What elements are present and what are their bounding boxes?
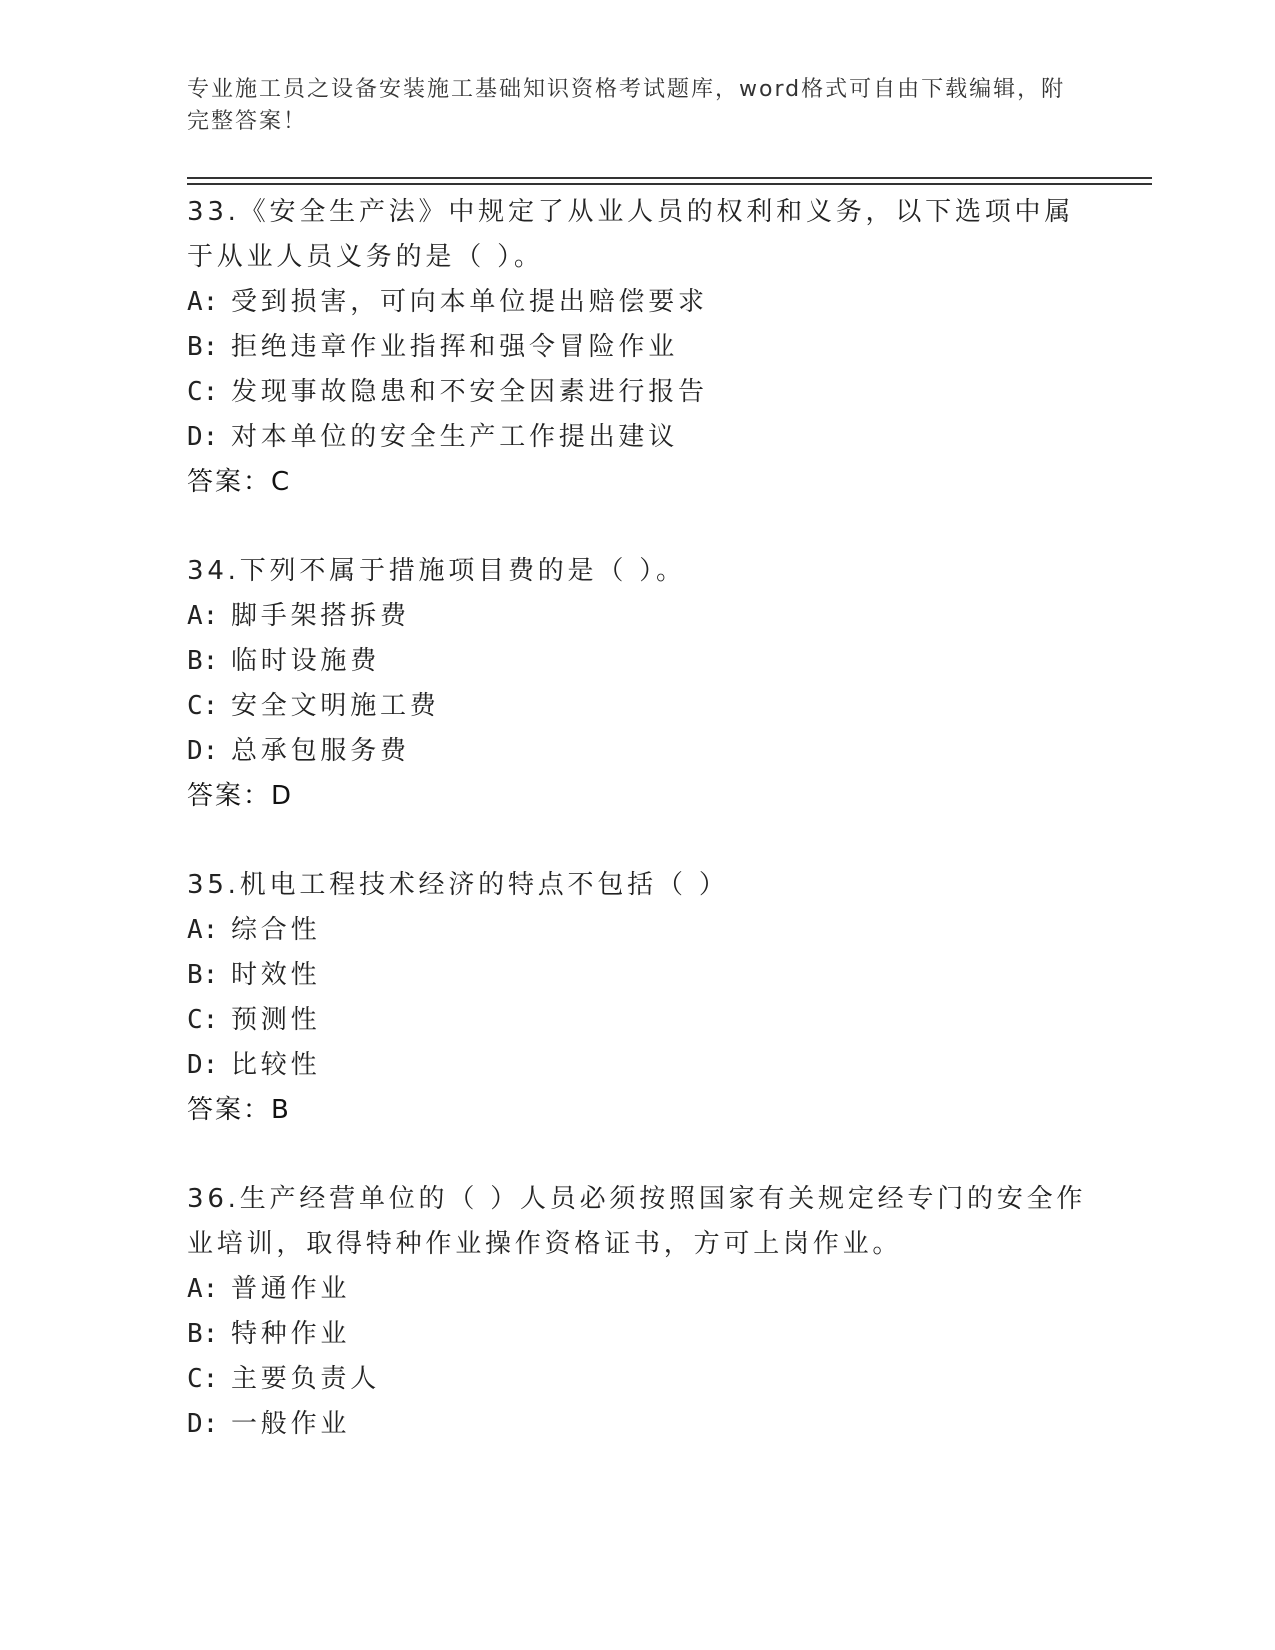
option-text: 受到损害，可向本单位提出赔偿要求 — [231, 287, 708, 317]
option-text: 主要负责人 — [231, 1364, 381, 1394]
option-text: 时效性 — [231, 960, 321, 990]
answer-value: C — [271, 467, 291, 497]
option-letter: C: — [187, 377, 219, 407]
option-b — [187, 325, 1087, 370]
option-text: 比较性 — [231, 1050, 321, 1080]
answer-line — [187, 1088, 1087, 1133]
option-text: 综合性 — [231, 915, 321, 945]
answer-label: 答案： — [187, 467, 272, 497]
header-rule-bottom — [187, 183, 1152, 185]
question-list — [187, 190, 1087, 1491]
answer-value: D — [271, 781, 293, 811]
option-text: 特种作业 — [231, 1319, 351, 1349]
question-stem: 34.下列不属于措施项目费的是（ ）。 — [187, 556, 686, 586]
option-letter: A: — [187, 915, 219, 945]
option-b — [187, 953, 1087, 998]
option-text: 一般作业 — [231, 1409, 351, 1439]
answer-line — [187, 460, 1087, 505]
option-text: 临时设施费 — [231, 646, 381, 676]
option-c — [187, 998, 1087, 1043]
option-text: 拒绝违章作业指挥和强令冒险作业 — [231, 332, 679, 362]
question-stem: 33.《安全生产法》中规定了从业人员的权利和义务，以下选项中属于从业人员义务的是（ ）。 — [187, 197, 1075, 272]
option-text: 对本单位的安全生产工作提出建议 — [231, 422, 679, 452]
option-a — [187, 908, 1087, 953]
option-letter: B: — [187, 960, 219, 990]
option-letter: D: — [187, 736, 219, 766]
question-stem: 36.生产经营单位的（ ）人员必须按照国家有关规定经专门的安全作业培训，取得特种作业操作资格证书，方可上岗作业。 — [187, 1184, 1087, 1259]
option-a — [187, 280, 1087, 325]
option-d — [187, 415, 1087, 460]
question-35 — [187, 863, 1087, 1133]
option-d — [187, 1043, 1087, 1088]
option-letter: D: — [187, 422, 219, 452]
option-letter: B: — [187, 1319, 219, 1349]
option-letter: B: — [187, 332, 219, 362]
question-33 — [187, 190, 1087, 505]
option-d — [187, 729, 1087, 774]
option-text: 预测性 — [231, 1005, 321, 1035]
option-c — [187, 370, 1087, 415]
option-c — [187, 684, 1087, 729]
option-b — [187, 1312, 1087, 1357]
option-text: 脚手架搭拆费 — [231, 601, 410, 631]
question-34 — [187, 549, 1087, 819]
option-letter: C: — [187, 1005, 219, 1035]
option-text: 安全文明施工费 — [231, 691, 440, 721]
option-letter: D: — [187, 1409, 219, 1439]
answer-value: B — [271, 1095, 290, 1125]
option-a — [187, 594, 1087, 639]
option-d — [187, 1402, 1087, 1447]
header-rule-top — [187, 177, 1152, 179]
option-text: 发现事故隐患和不安全因素进行报告 — [231, 377, 708, 407]
answer-label: 答案： — [187, 781, 272, 811]
option-a — [187, 1267, 1087, 1312]
document-header: 专业施工员之设备安装施工基础知识资格考试题库，word格式可自由下载编辑，附完整答案！ — [187, 77, 1066, 134]
option-text: 普通作业 — [231, 1274, 351, 1304]
option-c — [187, 1357, 1087, 1402]
question-stem: 35.机电工程技术经济的特点不包括（ ） — [187, 870, 729, 900]
option-letter: B: — [187, 646, 219, 676]
option-letter: D: — [187, 1050, 219, 1080]
option-letter: C: — [187, 1364, 219, 1394]
option-letter: C: — [187, 691, 219, 721]
option-b — [187, 639, 1087, 684]
option-text: 总承包服务费 — [231, 736, 410, 766]
question-36 — [187, 1177, 1087, 1447]
option-letter: A: — [187, 1274, 219, 1304]
answer-line — [187, 774, 1087, 819]
answer-label: 答案： — [187, 1095, 272, 1125]
option-letter: A: — [187, 601, 219, 631]
option-letter: A: — [187, 287, 219, 317]
